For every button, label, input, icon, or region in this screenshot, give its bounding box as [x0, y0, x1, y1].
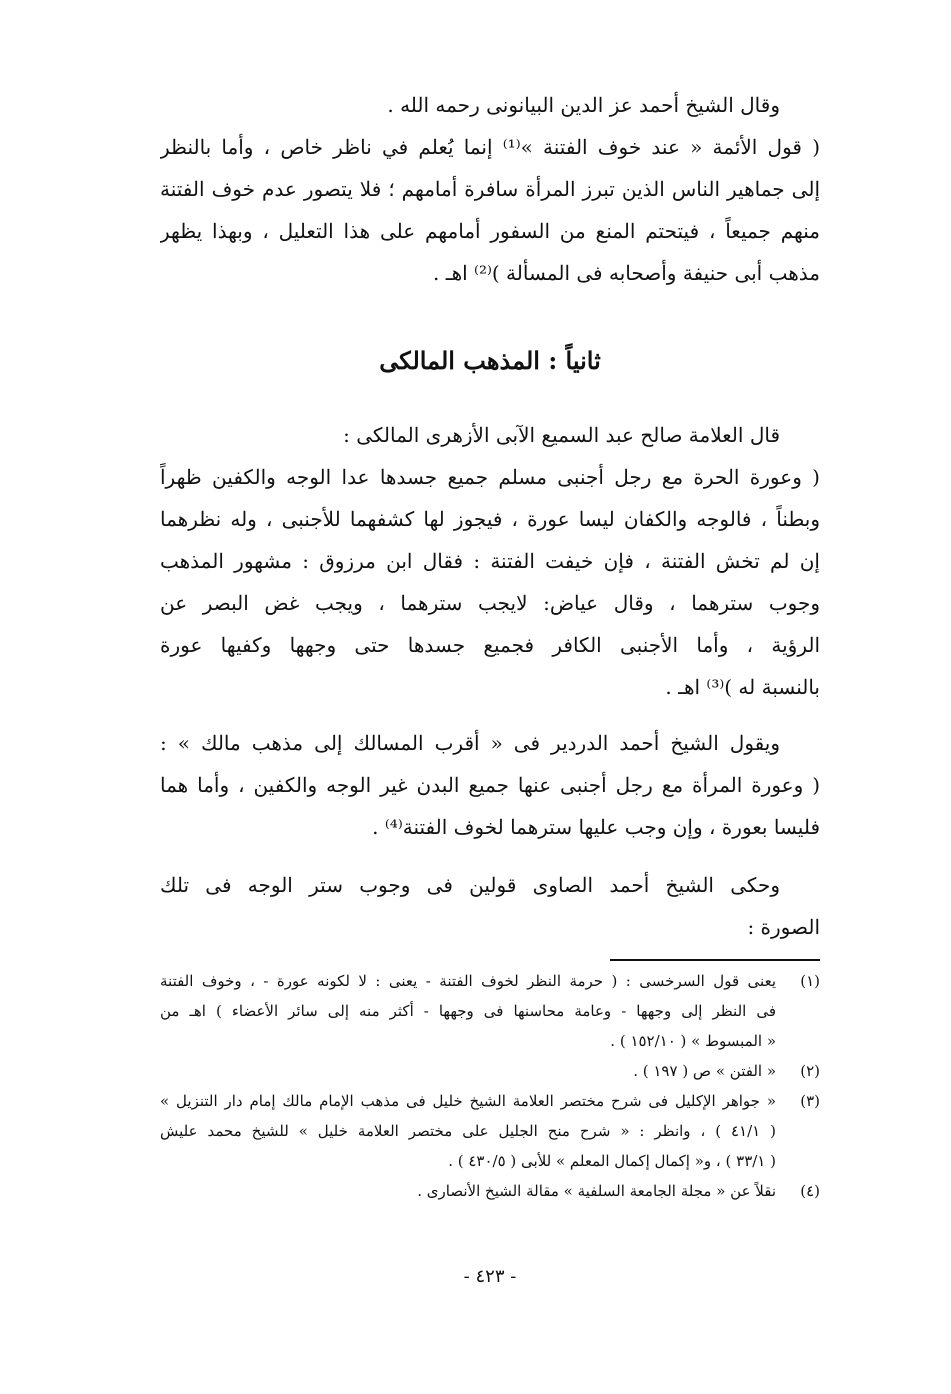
footnote-line: [160, 1086, 820, 1116]
footnote-text: « المبسوط » ( ١٥٢/١٠ ) .: [610, 1032, 776, 1050]
footnote-3: [160, 1086, 820, 1176]
text-line: ويقول الشيخ أحمد الدردير فى « أقرب المسالك إلى مذهب مالك » :: [160, 731, 780, 755]
footnote-line: [160, 1116, 820, 1146]
text-line: منهم جميعاً ، فيتحتم المنع من السفور أمامهم على هذا التعليل ، وبهذا يظهر: [160, 219, 820, 243]
footnote-separator: [610, 959, 820, 961]
footnotes: [160, 966, 820, 1206]
footnote-text: نقلاً عن « مجلة الجامعة السلفية » مقالة الشيخ الأنصارى .: [417, 1182, 776, 1200]
footnote-number: (٤): [800, 1182, 820, 1200]
text-line: بالنسبة له )⁽³⁾ اهـ .: [665, 675, 820, 699]
text-line: وحكى الشيخ أحمد الصاوى قولين فى وجوب ستر الوجه فى تلك: [160, 873, 780, 897]
footnote-2: [160, 1056, 820, 1086]
text-line: الصورة :: [747, 915, 820, 939]
footnote-line: [160, 1176, 820, 1206]
footnote-number: (٢): [800, 1062, 820, 1080]
text-line: ( وعورة المرأة مع رجل أجنبى عنها جميع البدن غير الوجه والكفين ، وأما هما: [160, 773, 820, 797]
text-line: إن لم تخش الفتنة ، فإن خيفت الفتنة : فقال ابن مرزوق : مشهور المذهب: [160, 549, 820, 573]
footnote-text: فى النظر إلى وجهها - وعامة محاسنها فى وجهها - أكثر منه إلى سائر الأعضاء ) اهـ من: [160, 1002, 776, 1020]
footnote-line: [160, 996, 820, 1026]
footnote-text: يعنى قول السرخسى : ( حرمة النظر لخوف الفتنة - يعنى : لا لكونه عورة - ، وخوف الفتنة: [160, 972, 776, 990]
footnote-line: [160, 1026, 820, 1056]
paragraph-dardir: [160, 722, 820, 848]
text-line: ( وعورة الحرة مع رجل أجنبى مسلم جميع جسدها عدا الوجه والكفين ظهراً: [160, 465, 820, 489]
page-number: - ٤٢٣ -: [463, 1266, 517, 1287]
footnote-number: (١): [800, 972, 820, 990]
text-line: إلى جماهير الناس الذين تبرز المرأة سافرة أمامهم ؛ فلا يتصور عدم خوف الفتنة: [160, 177, 820, 201]
paragraph-bayanouni: [160, 84, 820, 294]
footnote-line: [160, 966, 820, 996]
footnote-4: [160, 1176, 820, 1206]
text-line: وقال الشيخ أحمد عز الدين البيانونى رحمه الله .: [387, 93, 780, 117]
text-line: وجوب سترهما ، وقال عياض: لايجب سترهما ، ويجب غض البصر عن: [160, 591, 820, 615]
footnote-text: ( ٤١/١ ) ، وانظر : « شرح منح الجليل على مختصر العلامة خليل » للشيخ محمد عليش: [160, 1122, 776, 1140]
text-line: فليسا بعورة ، وإن وجب عليها سترهما لخوف الفتنة⁽⁴⁾ .: [372, 815, 820, 839]
text-line: مذهب أبى حنيفة وأصحابه فى المسألة )⁽²⁾ اهـ .: [433, 261, 820, 285]
footnote-number: (٣): [800, 1092, 820, 1110]
text-line: قال العلامة صالح عبد السميع الآبى الأزهرى المالكى :: [343, 423, 780, 447]
footnote-line: [160, 1056, 820, 1086]
paragraph-sawi: [160, 864, 820, 948]
footnote-text: ( ٣٣/١ ) ، و« إكمال إكمال المعلم » للأبى ( ٤٣٠/٥ ) .: [448, 1152, 776, 1170]
footnote-text: « الفتن » ص ( ١٩٧ ) .: [633, 1062, 776, 1080]
footnote-1: [160, 966, 820, 1056]
text-line: وبطناً ، فالوجه والكفان ليسا عورة ، فيجوز لها كشفهما للأجنبى ، وله نظرهما: [160, 507, 820, 531]
section-heading: ثانياً : المذهب المالكى: [379, 346, 601, 375]
footnote-line: [160, 1146, 820, 1176]
text-line: ( قول الأئمة « عند خوف الفتنة »⁽¹⁾ إنما يُعلم في ناظر خاص ، وأما بالنظر: [160, 135, 820, 159]
footnote-text: « جواهر الإكليل فى شرح مختصر العلامة الشيخ خليل فى مذهب الإمام مالك إمام دار التنزيل »: [160, 1092, 776, 1110]
paragraph-abi: [160, 414, 820, 708]
text-line: الرؤية ، وأما الأجنبى الكافر فجميع جسدها حتى وجهها وكفيها عورة: [160, 633, 820, 657]
